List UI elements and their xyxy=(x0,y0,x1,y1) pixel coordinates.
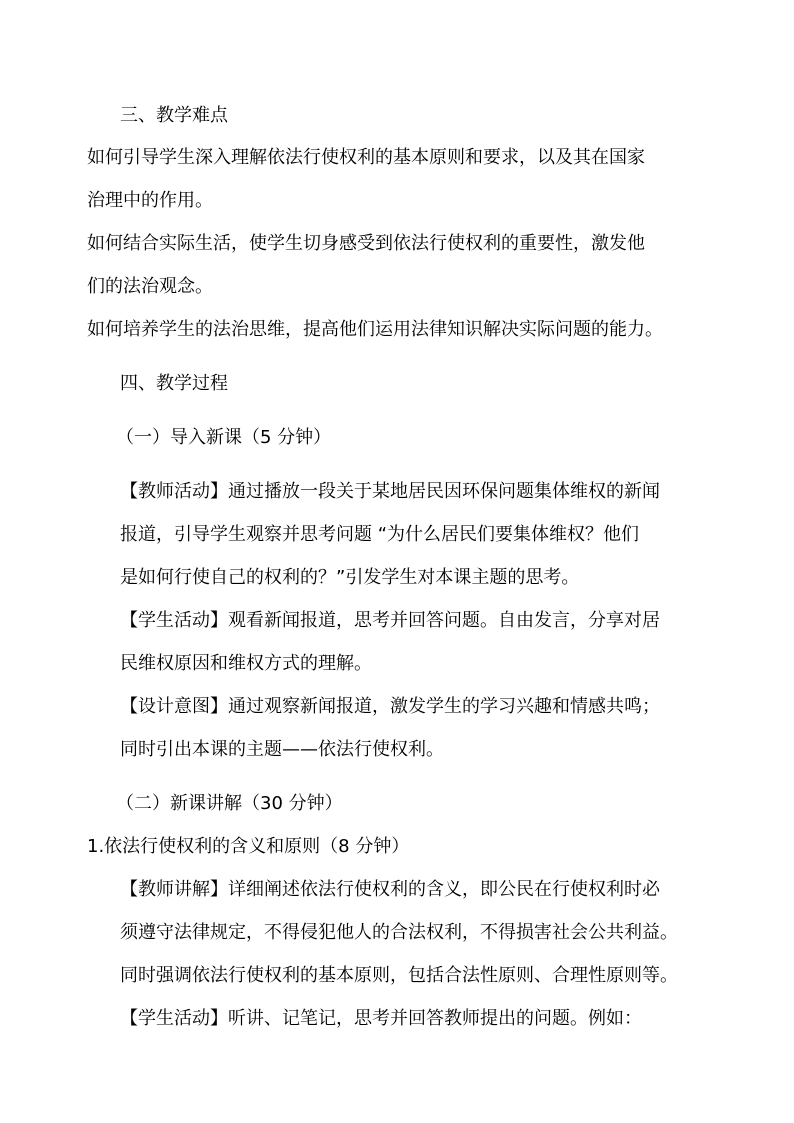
student-activity-line-2: 民维权原因和维权方式的理解。 xyxy=(120,653,372,674)
teacher-activity-line-2: 报道，引导学生观察并思考问题 “为什么居民们要集体维权？他们 xyxy=(120,524,640,545)
subsection-heading-intro: （一）导入新课（5 分钟） xyxy=(116,427,332,448)
difficulty-2-line-1: 如何结合实际生活，使学生切身感受到依法行使权利的重要性，激发他 xyxy=(87,233,645,254)
difficulty-1-line-1: 如何引导学生深入理解依法行使权利的基本原则和要求，以及其在国家 xyxy=(87,147,645,168)
difficulty-1-line-2: 治理中的作用。 xyxy=(87,190,213,211)
student-activity-2-line-1: 【学生活动】听讲、记笔记，思考并回答教师提出的问题。例如： xyxy=(120,1008,642,1029)
subsection-heading-new-lesson: （二）新课讲解（30 分钟） xyxy=(116,793,343,814)
section-heading-teaching-process: 四、教学过程 xyxy=(120,373,228,394)
teacher-lecture-line-3: 同时强调依法行使权利的基本原则，包括合法性原则、合理性原则等。 xyxy=(120,965,678,986)
teacher-activity-line-1: 【教师活动】通过播放一段关于某地居民因环保问题集体维权的新闻 xyxy=(120,481,660,502)
teacher-lecture-line-2: 须遵守法律规定，不得侵犯他人的合法权利，不得损害社会公共利益。 xyxy=(120,922,678,943)
item-1-heading: 1.依法行使权利的含义和原则（8 分钟） xyxy=(87,836,410,857)
teacher-activity-line-3: 是如何行使自己的权利的？”引发学生对本课主题的思考。 xyxy=(120,567,580,588)
student-activity-line-1: 【学生活动】观看新闻报道，思考并回答问题。自由发言，分享对居 xyxy=(120,610,660,631)
design-intent-line-1: 【设计意图】通过观察新闻报道，激发学生的学习兴趣和情感共鸣； xyxy=(120,696,660,717)
design-intent-line-2: 同时引出本课的主题——依法行使权利。 xyxy=(120,739,444,760)
section-heading-teaching-difficulties: 三、教学难点 xyxy=(120,105,228,126)
teacher-lecture-line-1: 【教师讲解】详细阐述依法行使权利的含义，即公民在行使权利时必 xyxy=(120,879,660,900)
difficulty-3: 如何培养学生的法治思维，提高他们运用法律知识解决实际问题的能力。 xyxy=(87,319,663,340)
difficulty-2-line-2: 们的法治观念。 xyxy=(87,276,213,297)
